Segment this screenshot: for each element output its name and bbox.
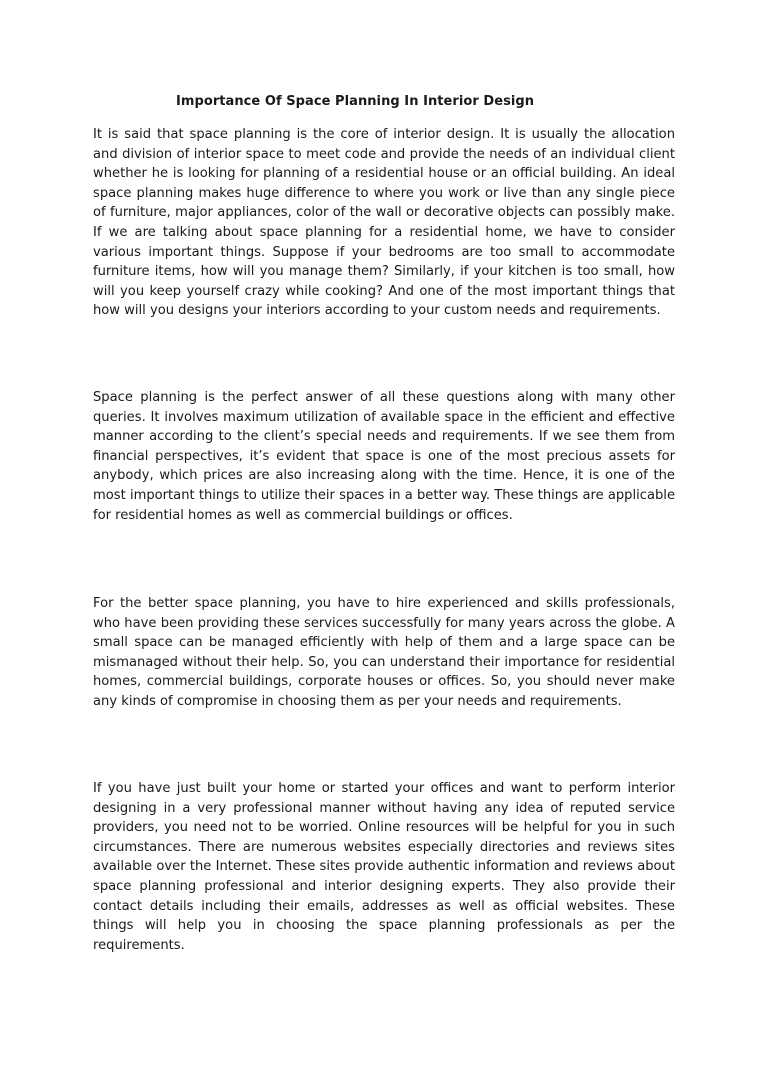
paragraph-1: It is said that space planning is the core of interior design. It is usually the allocation and division of interior space to meet code and provide the needs of an individual client whether he is looking for planning of a residential house or an official building. An ideal space planning makes huge difference to where you work or live than any single piece of furniture, major appliances, color of the wall or decorative objects can possibly make. If we are talking about space planning for a residential home, we have to consider various important things. Suppose if your bedrooms are too small to accommodate furniture items, how will you manage them? Similarly, if your kitchen is too small, how will you keep yourself crazy while cooking? And one of the most important things that how will you designs your interiors according to your custom needs and requirements.: [93, 127, 675, 319]
document-title: Importance Of Space Planning In Interior Design: [176, 94, 535, 109]
paragraph-2: Space planning is the perfect answer of all these questions along with many other queries. It involves maximum utilization of available space in the efficient and effective manner according to the client’s special needs and requirements. If we see them from financial perspectives, it’s evident that space is one of the most precious assets for anybody, which prices are also increasing along with the time. Hence, it is one of the most important things to utilize their spaces in a better way. These things are applicable for residential homes as well as commercial buildings or offices.: [93, 390, 675, 523]
paragraph-4: If you have just built your home or started your offices and want to perform interior designing in a very professional manner without having any idea of reputed service providers, you need not to be worried. Online resources will be helpful for you in such circumstances. There are numerous websites especially directories and reviews sites available over the Internet. These sites provide authentic information and reviews about space planning professional and interior designing experts. They also provide their contact details including their emails, addresses as well as official websites. These things will help you in choosing the space planning professionals as per the requirements.: [93, 781, 675, 953]
paragraph-3: For the better space planning, you have to hire experienced and skills professionals, who have been providing these services successfully for many years across the globe. A small space can be managed efficiently with help of them and a large space can be mismanaged without their help. So, you can understand their importance for residential homes, commercial buildings, corporate houses or offices. So, you should never make any kinds of compromise in choosing them as per your needs and requirements.: [93, 596, 675, 709]
